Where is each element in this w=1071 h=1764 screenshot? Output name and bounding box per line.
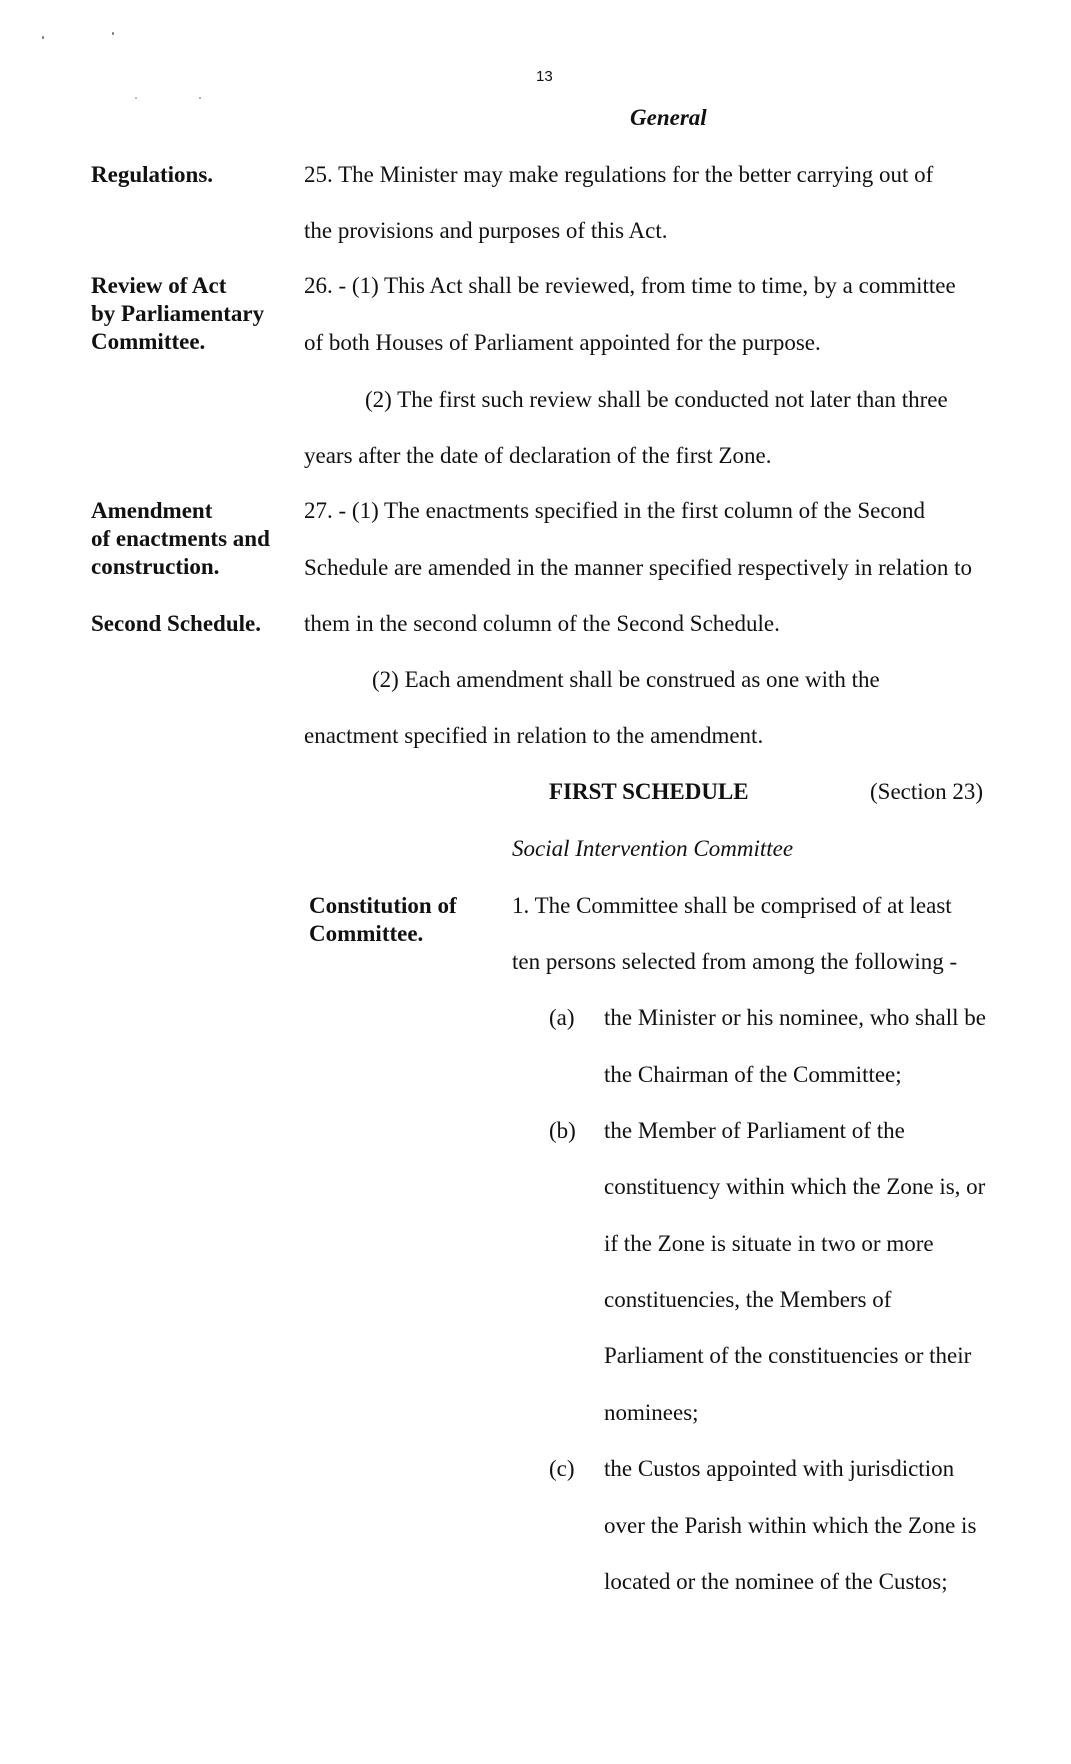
item-line: the Custos appointed with jurisdiction <box>604 1456 955 1481</box>
margin-note-review <box>91 272 264 356</box>
margin-note-line: by Parliamentary <box>91 301 265 326</box>
section-25-line: the provisions and purposes of this Act. <box>304 218 668 243</box>
margin-note-regulations: Regulations. <box>91 162 214 187</box>
section-heading: General <box>630 105 707 130</box>
page-number: 13 <box>536 68 553 85</box>
item-line: over the Parish within which the Zone is <box>604 1513 977 1538</box>
section-27-line: them in the second column of the Second Schedule. <box>304 611 780 636</box>
section-26-2-line: years after the date of declaration of the first Zone. <box>304 443 772 468</box>
margin-note-second-schedule: Second Schedule. <box>91 611 261 636</box>
schedule-section-ref: (Section 23) <box>870 779 984 804</box>
scan-speck <box>199 97 201 99</box>
item-line: the Minister or his nominee, who shall be <box>604 1005 986 1030</box>
item-line: nominees; <box>604 1400 699 1425</box>
margin-note-line: of enactments and <box>91 526 270 551</box>
scan-speck <box>112 32 114 35</box>
item-line: the Chairman of the Committee; <box>604 1062 902 1087</box>
item-line: if the Zone is situate in two or more <box>604 1231 934 1256</box>
margin-note-constitution <box>309 892 457 948</box>
section-27-line: 27. - (1) The enactments specified in the first column of the Second <box>304 498 926 523</box>
item-line: Parliament of the constituencies or their <box>604 1343 972 1368</box>
scan-speck <box>135 97 137 99</box>
margin-note-line: Amendment <box>91 498 213 523</box>
margin-note-line: construction. <box>91 554 220 579</box>
section-27-2-line: (2) Each amendment shall be construed as one with the <box>372 667 880 692</box>
scan-speck <box>42 36 44 39</box>
section-27-line: Schedule are amended in the manner specified respectively in relation to <box>304 555 973 580</box>
item-line: constituencies, the Members of <box>604 1287 892 1312</box>
section-26-2-line: (2) The first such review shall be conducted not later than three <box>365 387 948 412</box>
item-label: (a) <box>549 1005 575 1030</box>
section-26-line: 26. - (1) This Act shall be reviewed, from time to time, by a committee <box>304 273 956 298</box>
margin-note-line: Committee. <box>309 921 424 946</box>
schedule-title: FIRST SCHEDULE <box>549 779 749 804</box>
section-25-line: 25. The Minister may make regulations for the better carrying out of <box>304 162 934 187</box>
margin-note-line: Review of Act <box>91 273 227 298</box>
item-label: (c) <box>549 1456 575 1481</box>
margin-note-line: Constitution of <box>309 893 457 918</box>
schedule-para-line: ten persons selected from among the following - <box>512 949 958 974</box>
schedule-para-line: 1. The Committee shall be comprised of at least <box>512 893 952 918</box>
margin-note-line: Committee. <box>91 329 206 354</box>
section-27-2-line: enactment specified in relation to the amendment. <box>304 723 764 748</box>
item-label: (b) <box>549 1118 576 1143</box>
margin-note-amendment <box>91 497 270 581</box>
item-line: located or the nominee of the Custos; <box>604 1569 948 1594</box>
schedule-subtitle: Social Intervention Committee <box>512 836 794 861</box>
section-26-line: of both Houses of Parliament appointed for the purpose. <box>304 330 821 355</box>
item-line: the Member of Parliament of the <box>604 1118 905 1143</box>
item-line: constituency within which the Zone is, or <box>604 1174 986 1199</box>
